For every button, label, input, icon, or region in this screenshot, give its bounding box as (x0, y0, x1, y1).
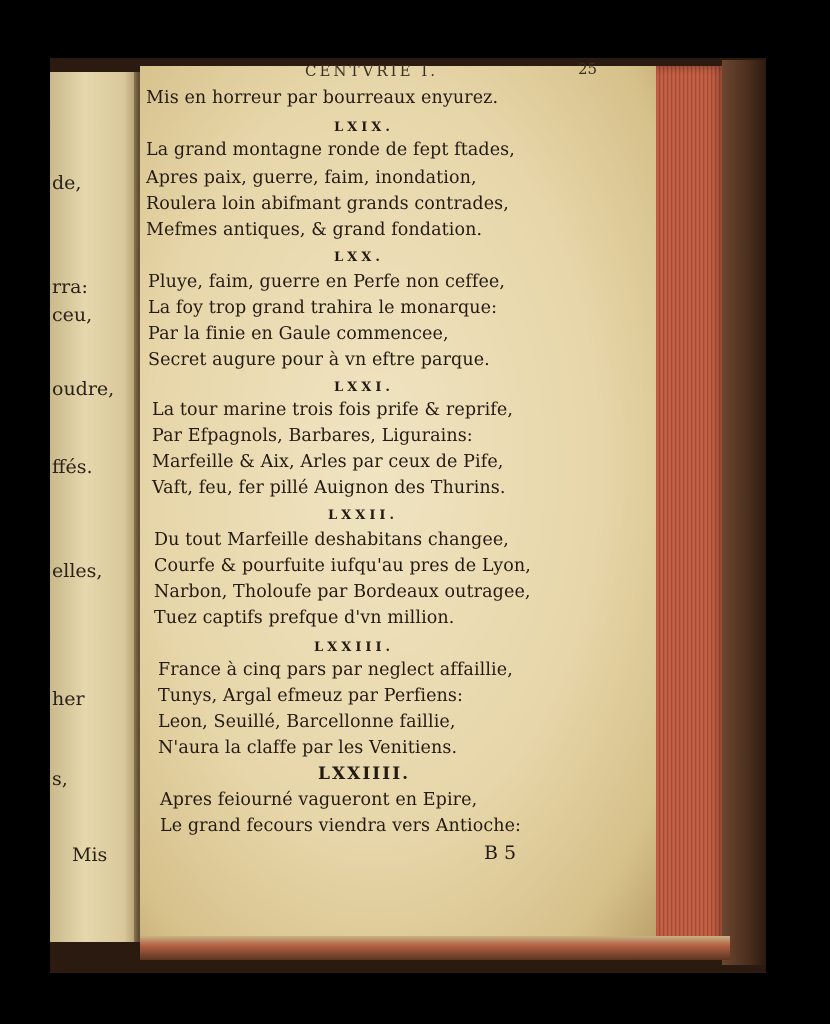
left-fragment: s, (52, 768, 68, 790)
running-title: CENTVRIE I. (305, 62, 439, 80)
quatrain-number: LXXIII. (314, 640, 395, 655)
left-catchword: Mis (72, 844, 108, 866)
left-page (50, 72, 138, 942)
quatrain-number: LXXI. (334, 380, 394, 395)
page-edge (656, 66, 726, 946)
verse-line: La foy trop grand trahira le monarque: (148, 298, 498, 318)
verse-line: Leon, Seuillé, Barcellonne faillie, (158, 712, 456, 732)
verse-line: Tunys, Argal efmeuz par Perfiens: (158, 686, 463, 706)
verse-line: Vaft, feu, fer pillé Auignon des Thurins. (152, 478, 506, 498)
verse-line: N'aura la claffe par les Venitiens. (158, 738, 458, 758)
verse-line: Par Efpagnols, Barbares, Ligurains: (152, 426, 473, 446)
verse-line: Apres paix, guerre, faim, inondation, (146, 168, 477, 188)
page-number: 25 (578, 60, 598, 78)
quatrain-number: LXXIIII. (318, 764, 411, 784)
left-fragment: de, (52, 172, 82, 194)
quatrain-number: LXXII. (328, 508, 399, 523)
verse-line: Courfe & pourfuite iufqu'au pres de Lyon, (154, 556, 531, 576)
left-fragment: her (52, 688, 85, 710)
verse-line: Tuez captifs prefque d'vn million. (154, 608, 455, 628)
verse-line: Roulera loin abifmant grands contrades, (146, 194, 509, 214)
printer-signature: B 5 (484, 842, 517, 864)
left-fragment: oudre, (52, 378, 115, 400)
verse-line: Narbon, Tholoufe par Bordeaux outragee, (154, 582, 531, 602)
left-fragment: rra: (52, 276, 88, 298)
verse-line: Secret augure pour à vn eftre parque. (148, 350, 490, 370)
verse-line: Du tout Marfeille deshabitans changee, (154, 530, 509, 550)
verse-line: Apres feiourné vagueront en Epire, (160, 790, 478, 810)
left-fragment: ceu, (52, 304, 93, 326)
verse-line: La tour marine trois fois prife & reprife, (152, 400, 513, 420)
verse-line: Mis en horreur par bourreaux enyurez. (146, 88, 499, 108)
verse-line: La grand montagne ronde de fept ftades, (146, 140, 515, 160)
verse-line: Pluye, faim, guerre en Perfe non ceffee, (148, 272, 506, 292)
verse-line: Mefmes antiques, & grand fondation. (146, 220, 483, 240)
left-fragment: elles, (52, 560, 103, 582)
bottom-edge (140, 936, 730, 960)
verse-line: Par la finie en Gaule commencee, (148, 324, 449, 344)
quatrain-number: LXX. (334, 250, 384, 265)
book-cover (722, 60, 766, 965)
verse-line: Marfeille & Aix, Arles par ceux de Pife, (152, 452, 504, 472)
left-fragment: ffés. (52, 456, 93, 478)
verse-line: France à cinq pars par neglect affaillie, (158, 660, 513, 680)
verse-line: Le grand fecours viendra vers Antioche: (160, 816, 522, 836)
quatrain-number: LXIX. (334, 120, 394, 135)
